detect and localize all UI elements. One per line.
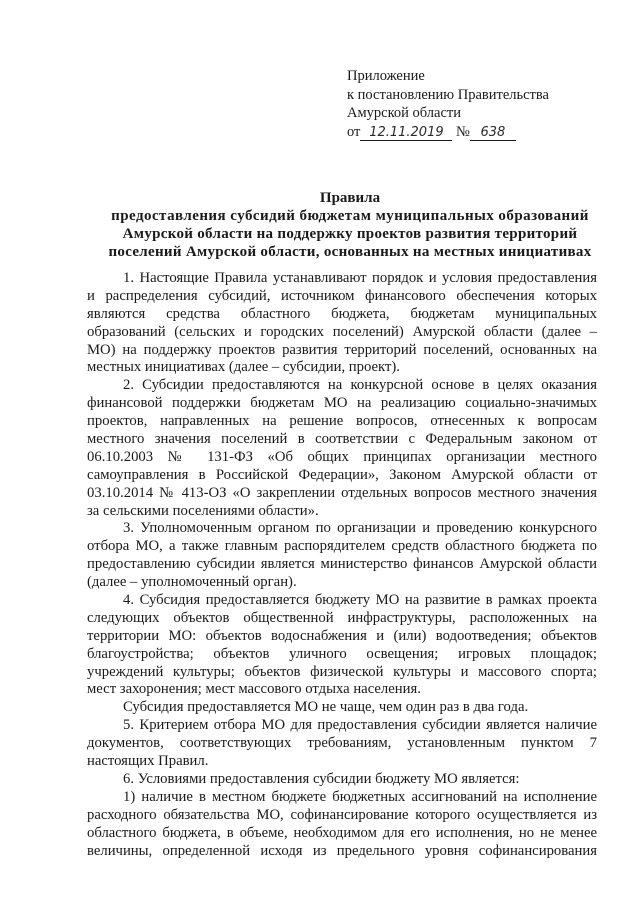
title-heading: Правила [319,190,381,206]
appendix-date-line [347,123,549,142]
body-line: отбора МО, а также главным распорядителем средств областного бюджета по [87,538,597,555]
title-line-3: поселений Амурской области, основанных на местных инициативах [108,244,592,260]
body-line: местного значения поселений в соответствии с Федеральным законом от [87,431,597,448]
body-line: являются средства областного бюджета, бюджетам муниципальных [87,305,597,322]
body-line: учреждений культуры; объектов физической культуры и массового спорта; [87,663,597,680]
body-line: МО) на поддержку проектов развития территорий поселений, основанных на [87,341,597,358]
body-line: финансовой поддержки бюджетам МО на реализацию социально-значимых [87,395,597,412]
body-line: расходного обязательства МО, софинансирование которого осуществляется из [87,806,597,823]
body-line: территории МО: объектов водоснабжения и (или) водоотведения; объектов [87,627,597,644]
document-title [0,189,640,261]
body-line: 1) наличие в местном бюджете бюджетных ассигнований на исполнение [123,788,597,805]
body-line: следующих объектов общественной инфраструктуры, расположенных на [87,609,597,626]
body-line: 4. Субсидия предоставляется бюджету МО на развитие в рамках проекта [123,592,597,609]
appendix-header [347,67,549,141]
body-line: 2. Субсидии предоставляются на конкурсной основе в целях оказания [123,377,597,394]
body-line: настоящих Правил. [87,753,209,770]
body-line: величины, определенной исходя из предельного уровня софинансирования [87,842,597,859]
from-label: от [347,123,361,140]
document-body [87,270,597,860]
body-line: 6. Условиями предоставления субсидии бюджету МО является: [123,770,520,787]
body-line: 3. Уполномоченным органом по организации и проведению конкурсного [123,520,597,537]
body-line: за сельскими поселениями области». [87,502,319,519]
body-line: 06.10.2003 № 131-ФЗ «Об общих принципах организации местного [87,448,597,465]
body-line: мест захоронения; мест массового отдыха населения. [87,681,421,698]
appendix-resolution-line: к постановлению Правительства [347,86,549,103]
title-line-2: Амурской области на поддержку проектов развития территорий [122,226,578,242]
body-line: документов, соответствующих требованиям, установленным пунктом 7 [87,735,597,752]
body-line: местных инициативах (далее – субсидии, проект). [87,359,400,376]
body-line: предоставлению субсидии является министерство финансов Амурской области [87,556,597,573]
body-line: Субсидия предоставляется МО не чаще, чем один раз в два года. [123,699,529,716]
appendix-title: Приложение [347,68,425,84]
body-line: проектов, направленных на решение вопросов, отнесенных к вопросам [87,413,597,430]
body-line: 5. Критерием отбора МО для предоставления субсидии является наличие [123,717,597,734]
body-line: (далее – уполномоченный орган). [87,574,297,591]
body-line: образований (сельских и городских поселений) Амурской области (далее – [87,323,597,340]
appendix-region-line: Амурской области [347,105,461,121]
body-line: благоустройства; объектов уличного освещения; игровых площадок; [87,645,597,662]
body-line: самоуправления в Российской Федерации», Законом Амурской области от [87,466,597,483]
body-line: и распределения субсидий, источником финансового обеспечения которых [87,287,597,304]
handwritten-date: 12.11.2019 [360,125,452,141]
title-line-1: предоставления субсидий бюджетам муниципальных образований [111,208,589,224]
handwritten-number: 638 [470,125,516,141]
body-line: 1. Настоящие Правила устанавливают порядок и условия предоставления [123,270,597,286]
number-label: № [456,123,470,140]
body-line: областного бюджета, в объеме, необходимом для его исполнения, но не менее [87,824,597,841]
body-line: 03.10.2014 № 413-ОЗ «О закреплении отдельных вопросов местного значения [87,484,597,501]
